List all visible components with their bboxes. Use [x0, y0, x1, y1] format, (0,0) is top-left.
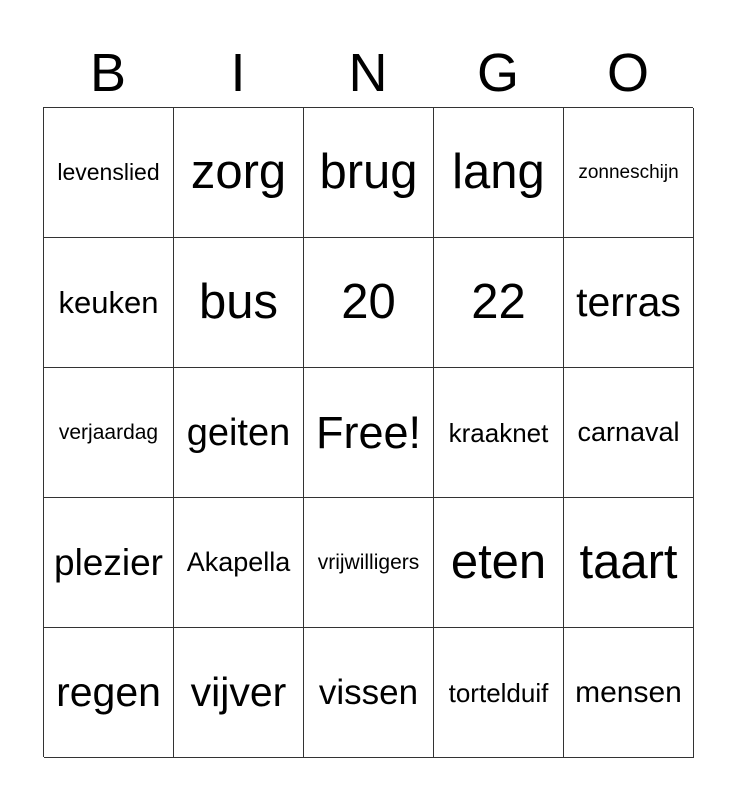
- bingo-cell-r1-c2[interactable]: zorg: [174, 108, 304, 238]
- bingo-cell-r4-c3[interactable]: vrijwilligers: [304, 498, 434, 628]
- header-letter-g: G: [476, 43, 519, 103]
- bingo-cell-r3-c5[interactable]: carnaval: [564, 368, 694, 498]
- bingo-cell-r2-c5[interactable]: terras: [564, 238, 694, 368]
- bingo-cell-r4-c1[interactable]: plezier: [44, 498, 174, 628]
- bingo-cell-r1-c3[interactable]: brug: [304, 108, 434, 238]
- bingo-cell-r4-c5[interactable]: taart: [564, 498, 694, 628]
- bingo-cell-r5-c3[interactable]: vissen: [304, 628, 434, 758]
- bingo-cell-r2-c4[interactable]: 22: [434, 238, 564, 368]
- bingo-cell-r3-c1[interactable]: verjaardag: [44, 368, 174, 498]
- header-letter-b: B: [89, 43, 127, 103]
- bingo-cell-r5-c2[interactable]: vijver: [174, 628, 304, 758]
- bingo-cell-r2-c1[interactable]: keuken: [44, 238, 174, 368]
- bingo-cell-r3-c2[interactable]: geiten: [174, 368, 304, 498]
- bingo-cell-r4-c4[interactable]: eten: [434, 498, 564, 628]
- bingo-board: [43, 107, 693, 757]
- header-letter-o: O: [606, 43, 649, 103]
- bingo-cell-r5-c5[interactable]: mensen: [564, 628, 694, 758]
- bingo-cell-r1-c5[interactable]: zonneschijn: [564, 108, 694, 238]
- bingo-cell-r2-c3[interactable]: 20: [304, 238, 434, 368]
- bingo-cell-free[interactable]: Free!: [304, 368, 434, 498]
- bingo-cell-r3-c4[interactable]: kraaknet: [434, 368, 564, 498]
- bingo-cell-r2-c2[interactable]: bus: [174, 238, 304, 368]
- bingo-cell-r1-c1[interactable]: levenslied: [44, 108, 174, 238]
- bingo-cell-r1-c4[interactable]: lang: [434, 108, 564, 238]
- bingo-cell-r5-c4[interactable]: tortelduif: [434, 628, 564, 758]
- bingo-cell-r4-c2[interactable]: Akapella: [174, 498, 304, 628]
- header-letter-n: N: [348, 43, 388, 103]
- header-letter-i: I: [230, 43, 246, 103]
- bingo-cell-r5-c1[interactable]: regen: [44, 628, 174, 758]
- bingo-header: [43, 40, 693, 106]
